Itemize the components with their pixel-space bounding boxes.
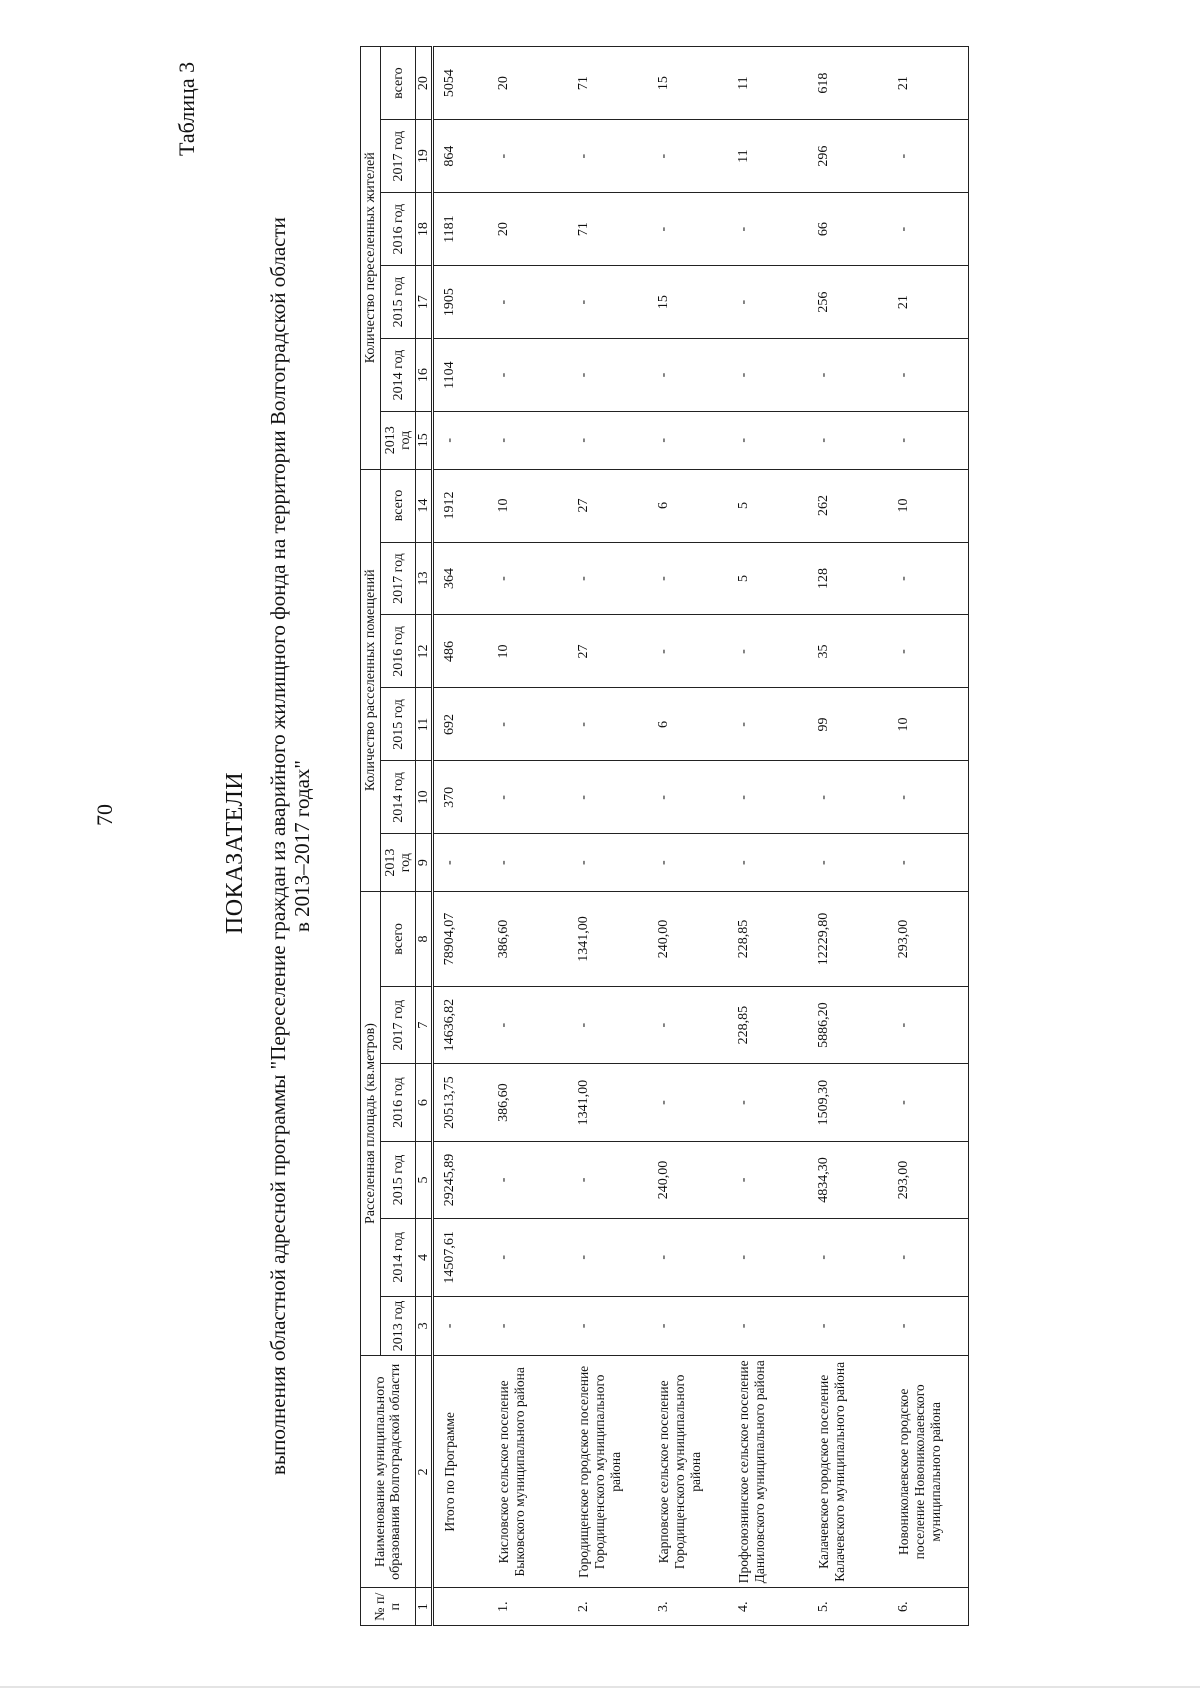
municipality-name: Карповское сельское поселение Городищенского муниципального района xyxy=(648,1356,728,1588)
rooms-value: 10 xyxy=(488,469,568,542)
area-value: - xyxy=(808,1219,888,1296)
rooms-value: 486 xyxy=(433,615,489,688)
rooms-value: 6 xyxy=(648,688,728,761)
table-row xyxy=(648,47,728,1626)
municipality-name: Итого по Программе xyxy=(433,1356,489,1588)
rooms-value: - xyxy=(888,761,969,834)
header-year-cell: 2017 год xyxy=(381,986,416,1063)
rooms-value: 1912 xyxy=(433,469,489,542)
column-number-cell: 13 xyxy=(416,542,433,615)
rooms-value: 99 xyxy=(808,688,888,761)
header-year-cell: 2014 год xyxy=(381,339,416,412)
area-value: - xyxy=(888,1219,969,1296)
header-year-cell: 2013 год xyxy=(381,1296,416,1356)
area-value: - xyxy=(568,1296,648,1356)
residents-value: - xyxy=(728,266,808,339)
header-area-group: Расселенная площадь (кв.метров) xyxy=(361,891,381,1355)
rooms-value: 262 xyxy=(808,469,888,542)
rooms-value: - xyxy=(888,834,969,891)
row-number: 4. xyxy=(728,1588,808,1626)
area-value: - xyxy=(433,1296,489,1356)
municipality-name: Городищенское городское поселение Городищенского муниципального района xyxy=(568,1356,648,1588)
rooms-value: - xyxy=(568,834,648,891)
residents-value: 256 xyxy=(808,266,888,339)
residents-value: 5054 xyxy=(433,47,489,120)
residents-value: 864 xyxy=(433,120,489,193)
residents-value: 11 xyxy=(728,120,808,193)
rooms-value: 692 xyxy=(433,688,489,761)
column-number-cell: 18 xyxy=(416,193,433,266)
table-row xyxy=(888,47,969,1626)
row-number xyxy=(433,1588,489,1626)
rooms-value: - xyxy=(648,615,728,688)
rooms-value: 5 xyxy=(728,469,808,542)
rooms-value: 370 xyxy=(433,761,489,834)
area-value: 20513,75 xyxy=(433,1064,489,1141)
header-year-cell: 2016 год xyxy=(381,615,416,688)
header-year-cell: 2013 год xyxy=(381,834,416,891)
area-value: 14636,82 xyxy=(433,986,489,1063)
rooms-value: - xyxy=(568,542,648,615)
table-row xyxy=(433,47,489,1626)
column-number-cell: 1 xyxy=(416,1588,433,1626)
area-value: 29245,89 xyxy=(433,1141,489,1218)
municipality-name: Профсоюзнинское сельское поселение Даниловского муниципального района xyxy=(728,1356,808,1588)
column-number-cell: 17 xyxy=(416,266,433,339)
residents-value: - xyxy=(888,339,969,412)
rooms-value: - xyxy=(728,615,808,688)
area-value: - xyxy=(568,986,648,1063)
header-year-cell: 2015 год xyxy=(381,688,416,761)
rooms-value: 35 xyxy=(808,615,888,688)
residents-value: - xyxy=(808,412,888,469)
area-value: - xyxy=(888,1064,969,1141)
header-num: № п/п xyxy=(361,1588,416,1626)
table-header xyxy=(361,47,433,1626)
residents-value: - xyxy=(888,193,969,266)
column-number-cell: 4 xyxy=(416,1219,433,1296)
table-row xyxy=(568,47,648,1626)
rooms-value: 10 xyxy=(888,469,969,542)
residents-value: - xyxy=(433,412,489,469)
rooms-value: 10 xyxy=(888,688,969,761)
area-value: 78904,07 xyxy=(433,891,489,986)
area-value: - xyxy=(568,1141,648,1218)
area-value: - xyxy=(888,1296,969,1356)
residents-value: - xyxy=(648,120,728,193)
area-value: 1509,30 xyxy=(808,1064,888,1141)
area-value: 386,60 xyxy=(488,1064,568,1141)
rooms-value: - xyxy=(808,834,888,891)
rooms-value: - xyxy=(648,542,728,615)
residents-value: - xyxy=(488,339,568,412)
row-number: 1. xyxy=(488,1588,568,1626)
column-number-cell: 2 xyxy=(416,1356,433,1588)
table-body xyxy=(433,47,969,1626)
header-year-cell: 2016 год xyxy=(381,193,416,266)
municipality-name: Калачевское городское поселение Калачевского муниципального района xyxy=(808,1356,888,1588)
municipality-name: Новониколаевское городское поселение Новониколаевского муниципального района xyxy=(888,1356,969,1588)
column-number-cell: 3 xyxy=(416,1296,433,1356)
column-number-cell: 7 xyxy=(416,986,433,1063)
residents-value: 66 xyxy=(808,193,888,266)
area-value: 228,85 xyxy=(728,891,808,986)
area-value: - xyxy=(568,1219,648,1296)
table-row xyxy=(488,47,568,1626)
rooms-value: - xyxy=(568,761,648,834)
rooms-value: - xyxy=(433,834,489,891)
rooms-value: - xyxy=(488,834,568,891)
area-value: - xyxy=(488,986,568,1063)
rooms-value: - xyxy=(488,688,568,761)
residents-value: - xyxy=(888,120,969,193)
area-value: 5886,20 xyxy=(808,986,888,1063)
area-value: - xyxy=(488,1219,568,1296)
residents-value: 20 xyxy=(488,193,568,266)
page-number: 70 xyxy=(92,804,117,826)
rooms-value: - xyxy=(728,834,808,891)
residents-value: 71 xyxy=(568,193,648,266)
column-number-cell: 16 xyxy=(416,339,433,412)
rooms-value: - xyxy=(648,761,728,834)
header-year-cell: 2017 год xyxy=(381,542,416,615)
header-year-cell: всего xyxy=(381,891,416,986)
area-value: 240,00 xyxy=(648,891,728,986)
header-year-cell: 2014 год xyxy=(381,761,416,834)
rooms-value: - xyxy=(568,688,648,761)
area-value: 1341,00 xyxy=(568,891,648,986)
rooms-value: 128 xyxy=(808,542,888,615)
header-year-cell: 2014 год xyxy=(381,1219,416,1296)
column-number-cell: 20 xyxy=(416,47,433,120)
rooms-value: - xyxy=(888,615,969,688)
rooms-value: 364 xyxy=(433,542,489,615)
rooms-value: - xyxy=(488,761,568,834)
rooms-value: - xyxy=(488,542,568,615)
document-title: ПОКАЗАТЕЛИ xyxy=(222,771,248,935)
residents-value: - xyxy=(568,412,648,469)
residents-value: 20 xyxy=(488,47,568,120)
residents-value: 21 xyxy=(888,266,969,339)
residents-value: - xyxy=(728,339,808,412)
rooms-value: - xyxy=(728,688,808,761)
residents-value: - xyxy=(568,266,648,339)
area-value: 12229,80 xyxy=(808,891,888,986)
area-value: 4834,30 xyxy=(808,1141,888,1218)
residents-value: 296 xyxy=(808,120,888,193)
area-value: - xyxy=(728,1219,808,1296)
residents-value: - xyxy=(568,339,648,412)
column-number-cell: 8 xyxy=(416,891,433,986)
municipality-name: Кисловское сельское поселение Быковского муниципального района xyxy=(488,1356,568,1588)
area-value: 240,00 xyxy=(648,1141,728,1218)
table-label: Таблица 3 xyxy=(174,61,199,156)
rooms-value: - xyxy=(648,834,728,891)
residents-value: - xyxy=(648,412,728,469)
subtitle-line-2: в 2013–2017 годах" xyxy=(290,760,314,932)
residents-value: 618 xyxy=(808,47,888,120)
residents-value: 11 xyxy=(728,47,808,120)
residents-value: - xyxy=(728,193,808,266)
area-value: 228,85 xyxy=(728,986,808,1063)
subtitle-line-1: выполнения областной адресной программы "Переселение граждан из аварийного жилищного фонда на территории Волгоградской области xyxy=(266,217,290,1475)
header-year-cell: всего xyxy=(381,469,416,542)
column-number-cell: 5 xyxy=(416,1141,433,1218)
residents-value: - xyxy=(728,412,808,469)
rooms-value: 5 xyxy=(728,542,808,615)
table-row xyxy=(728,47,808,1626)
column-number-cell: 11 xyxy=(416,688,433,761)
header-residents-group: Количество переселенных жителей xyxy=(361,47,381,470)
residents-value: - xyxy=(648,193,728,266)
rooms-value: 6 xyxy=(648,469,728,542)
area-value: - xyxy=(728,1296,808,1356)
area-value: - xyxy=(728,1141,808,1218)
header-rooms-group: Количество расселенных помещений xyxy=(361,469,381,891)
rooms-value: 10 xyxy=(488,615,568,688)
header-year-cell: 2015 год xyxy=(381,266,416,339)
header-year-cell: 2015 год xyxy=(381,1141,416,1218)
area-value: - xyxy=(888,986,969,1063)
scan-edge-line xyxy=(0,1686,1200,1688)
area-value: 386,60 xyxy=(488,891,568,986)
area-value: - xyxy=(488,1141,568,1218)
column-number-cell: 12 xyxy=(416,615,433,688)
row-number: 6. xyxy=(888,1588,969,1626)
residents-value: 1905 xyxy=(433,266,489,339)
area-value: - xyxy=(808,1296,888,1356)
area-value: - xyxy=(648,1219,728,1296)
residents-value: - xyxy=(808,339,888,412)
rooms-value: - xyxy=(808,761,888,834)
residents-value: - xyxy=(648,339,728,412)
area-value: - xyxy=(728,1064,808,1141)
area-value: 293,00 xyxy=(888,891,969,986)
area-value: - xyxy=(488,1296,568,1356)
residents-value: 1181 xyxy=(433,193,489,266)
residents-value: - xyxy=(488,120,568,193)
column-number-cell: 15 xyxy=(416,412,433,469)
header-year-cell: 2017 год xyxy=(381,120,416,193)
column-number-cell: 10 xyxy=(416,761,433,834)
area-value: - xyxy=(648,1064,728,1141)
residents-value: 71 xyxy=(568,47,648,120)
rooms-value: 27 xyxy=(568,469,648,542)
residents-value: 15 xyxy=(648,266,728,339)
column-number-cell: 9 xyxy=(416,834,433,891)
column-number-cell: 14 xyxy=(416,469,433,542)
header-name: Наименование муниципального образования Волгоградской области xyxy=(361,1356,416,1588)
header-year-cell: всего xyxy=(381,47,416,120)
residents-value: 1104 xyxy=(433,339,489,412)
row-number: 5. xyxy=(808,1588,888,1626)
residents-value: - xyxy=(888,412,969,469)
residents-value: 15 xyxy=(648,47,728,120)
row-number: 2. xyxy=(568,1588,648,1626)
area-value: - xyxy=(648,986,728,1063)
rooms-value: 27 xyxy=(568,615,648,688)
column-number-cell: 6 xyxy=(416,1064,433,1141)
residents-value: 21 xyxy=(888,47,969,120)
column-number-row xyxy=(416,47,433,1626)
area-value: 14507,61 xyxy=(433,1219,489,1296)
residents-value: - xyxy=(488,412,568,469)
area-value: - xyxy=(648,1296,728,1356)
residents-value: - xyxy=(488,266,568,339)
rooms-value: - xyxy=(888,542,969,615)
column-number-cell: 19 xyxy=(416,120,433,193)
indicators-table xyxy=(360,46,969,1626)
rooms-value: - xyxy=(728,761,808,834)
residents-value: - xyxy=(568,120,648,193)
header-year-cell: 2013 год xyxy=(381,412,416,469)
document-subtitle xyxy=(266,46,314,1646)
row-number: 3. xyxy=(648,1588,728,1626)
header-year-cell: 2016 год xyxy=(381,1064,416,1141)
area-value: 293,00 xyxy=(888,1141,969,1218)
area-value: 1341,00 xyxy=(568,1064,648,1141)
table-row xyxy=(808,47,888,1626)
